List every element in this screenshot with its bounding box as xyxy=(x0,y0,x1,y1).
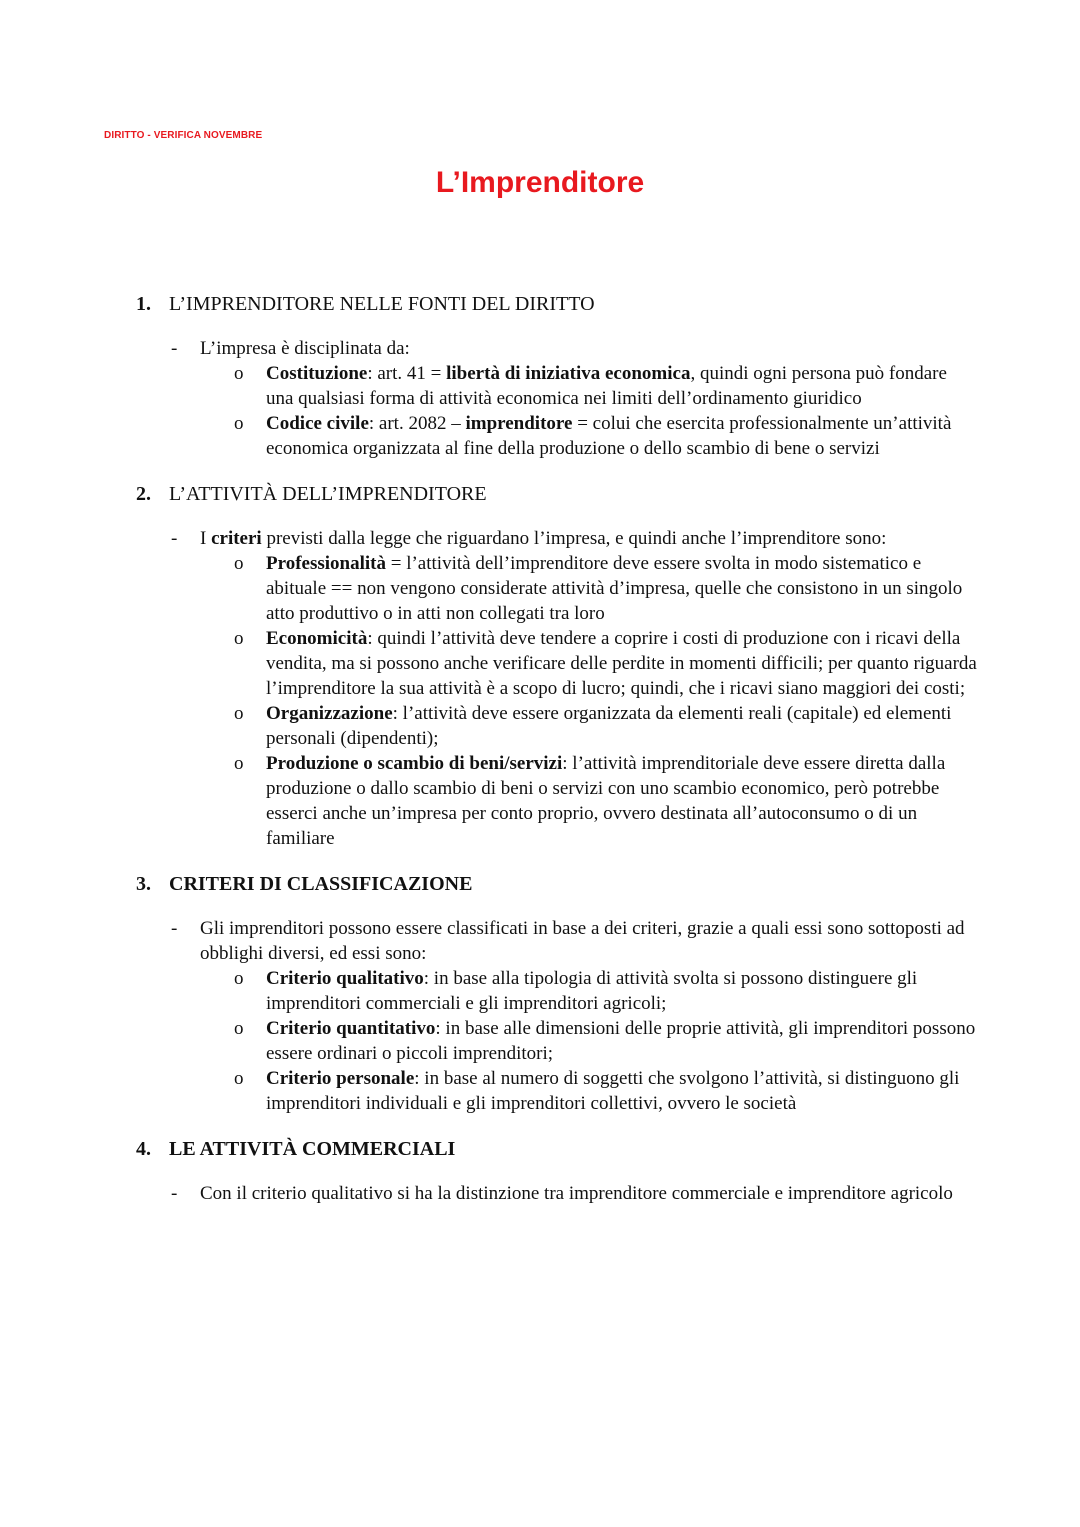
section-number: 1. xyxy=(136,293,151,315)
document-title: L’Imprenditore xyxy=(435,166,645,199)
section-4 xyxy=(0,1137,1080,1206)
dash-bullet-icon: - xyxy=(171,338,178,359)
list-item xyxy=(171,1181,970,1206)
sub-list xyxy=(200,361,970,461)
document-header-label: DIRITTO - VERIFICA NOVEMBRE xyxy=(104,130,263,141)
sub-list-item xyxy=(234,701,978,751)
dash-bullet-icon: - xyxy=(171,918,178,939)
sub-list-item xyxy=(234,411,978,461)
list-item xyxy=(171,916,976,1116)
item-term: Codice civile xyxy=(266,413,369,434)
section-3 xyxy=(0,872,1080,1116)
section-title-text: LE ATTIVITÀ COMMERCIALI xyxy=(169,1138,456,1160)
dash-bullet-icon: - xyxy=(171,528,178,549)
item-term: Professionalità xyxy=(266,553,386,574)
item-text: : quindi l’attività deve tendere a coprire i costi di produzione con i ricavi della vendita, ma si possono anche verificare delle perdite in momenti difficili; per quanto riguarda l’imprenditore la sua attività è a scopo di lucro; quindi, che i ricavi siano maggiori dei costi; xyxy=(266,628,977,699)
section-title-text: L’ATTIVITÀ DELL’IMPRENDITORE xyxy=(169,483,487,505)
item-text: , quindi ogni persona può fondare una qualsiasi forma di attività economica nei limiti dell’ordinamento giuridico xyxy=(266,363,947,409)
item-text: : art. 41 = xyxy=(367,363,447,384)
circle-bullet-icon: o xyxy=(234,413,244,434)
item-text: = colui che esercita professionalmente un’attività economica organizzata al fine della produzione o dello scambio di bene o servizi xyxy=(266,413,952,459)
item-term: Criterio quantitativo xyxy=(266,1018,436,1039)
item-text: : l’attività imprenditoriale deve essere diretta dalla produzione o dallo scambio di beni o servizi con uno scambio economico, però potrebbe esserci anche un’impresa per conto proprio, ovvero destinata all’autoconsumo o di un familiare xyxy=(266,753,946,849)
item-text: : in base alle dimensioni delle proprie attività, gli imprenditori possono essere ordinari o piccoli imprenditori; xyxy=(266,1018,976,1064)
item-text: : l’attività deve essere organizzata da elementi reali (capitale) ed elementi personali (dipendenti); xyxy=(266,703,952,749)
list-item-text: Con il criterio qualitativo si ha la distinzione tra imprenditore commerciale e imprenditore agricolo xyxy=(200,1183,953,1204)
item-term: Costituzione xyxy=(266,363,368,384)
sub-list-item xyxy=(234,361,978,411)
list-item xyxy=(171,526,977,851)
sub-list-item xyxy=(234,626,978,701)
sub-list-item xyxy=(234,551,978,626)
item-key: criteri xyxy=(211,528,262,549)
section-title xyxy=(136,292,1080,317)
circle-bullet-icon: o xyxy=(234,1018,244,1039)
circle-bullet-icon: o xyxy=(234,753,244,774)
circle-bullet-icon: o xyxy=(234,968,244,989)
section-title-text: CRITERI DI CLASSIFICAZIONE xyxy=(169,873,473,895)
section-1 xyxy=(0,292,1080,461)
item-term: Organizzazione xyxy=(266,703,393,724)
section-2 xyxy=(0,482,1080,851)
list-item xyxy=(171,336,970,461)
circle-bullet-icon: o xyxy=(234,703,244,724)
sub-list-item xyxy=(234,751,978,851)
sub-list xyxy=(200,966,976,1116)
section-title-text: L’IMPRENDITORE NELLE FONTI DEL DIRITTO xyxy=(169,293,595,315)
sub-list-item xyxy=(234,1016,978,1066)
item-term: Produzione o scambio di beni/servizi xyxy=(266,753,563,774)
sub-list-item xyxy=(234,966,978,1016)
section-number: 2. xyxy=(136,483,151,505)
list-item-text: L’impresa è disciplinata da: xyxy=(200,338,410,359)
list-item-text: previsti dalla legge che riguardano l’impresa, e quindi anche l’imprenditore sono: xyxy=(261,528,887,549)
item-term: Criterio personale xyxy=(266,1068,415,1089)
item-term: Criterio qualitativo xyxy=(266,968,424,989)
list-item-text: Gli imprenditori possono essere classificati in base a dei criteri, grazie a quali essi sono sottoposti ad obblighi diversi, ed essi sono: xyxy=(200,918,965,964)
item-key: libertà di iniziativa economica xyxy=(446,363,691,384)
section-number: 3. xyxy=(136,873,151,895)
item-text: : art. 2082 – xyxy=(368,413,466,434)
item-text: : in base al numero di soggetti che svolgono l’attività, si distinguono gli imprenditori individuali e gli imprenditori collettivi, ovvero le società xyxy=(266,1068,960,1114)
section-title xyxy=(136,872,1080,897)
item-key: imprenditore xyxy=(465,413,573,434)
section-title xyxy=(136,1137,1080,1162)
section-title xyxy=(136,482,1080,507)
circle-bullet-icon: o xyxy=(234,363,244,384)
sub-list-item xyxy=(234,1066,978,1116)
section-number: 4. xyxy=(136,1138,151,1160)
item-text: = l’attività dell’imprenditore deve essere svolta in modo sistematico e abituale == non vengono considerate attività d’impresa, quelle che consistono in un singolo atto produttivo o in atti non collegati tra loro xyxy=(266,553,963,624)
dash-bullet-icon: - xyxy=(171,1183,178,1204)
sub-list xyxy=(200,551,977,851)
document-body xyxy=(0,292,1080,1227)
list-item-text: I xyxy=(200,528,212,549)
circle-bullet-icon: o xyxy=(234,553,244,574)
item-term: Economicità xyxy=(266,628,368,649)
circle-bullet-icon: o xyxy=(234,628,244,649)
item-text: : in base alla tipologia di attività svolta si possono distinguere gli imprenditori commerciali e gli imprenditori agricoli; xyxy=(266,968,918,1014)
circle-bullet-icon: o xyxy=(234,1068,244,1089)
